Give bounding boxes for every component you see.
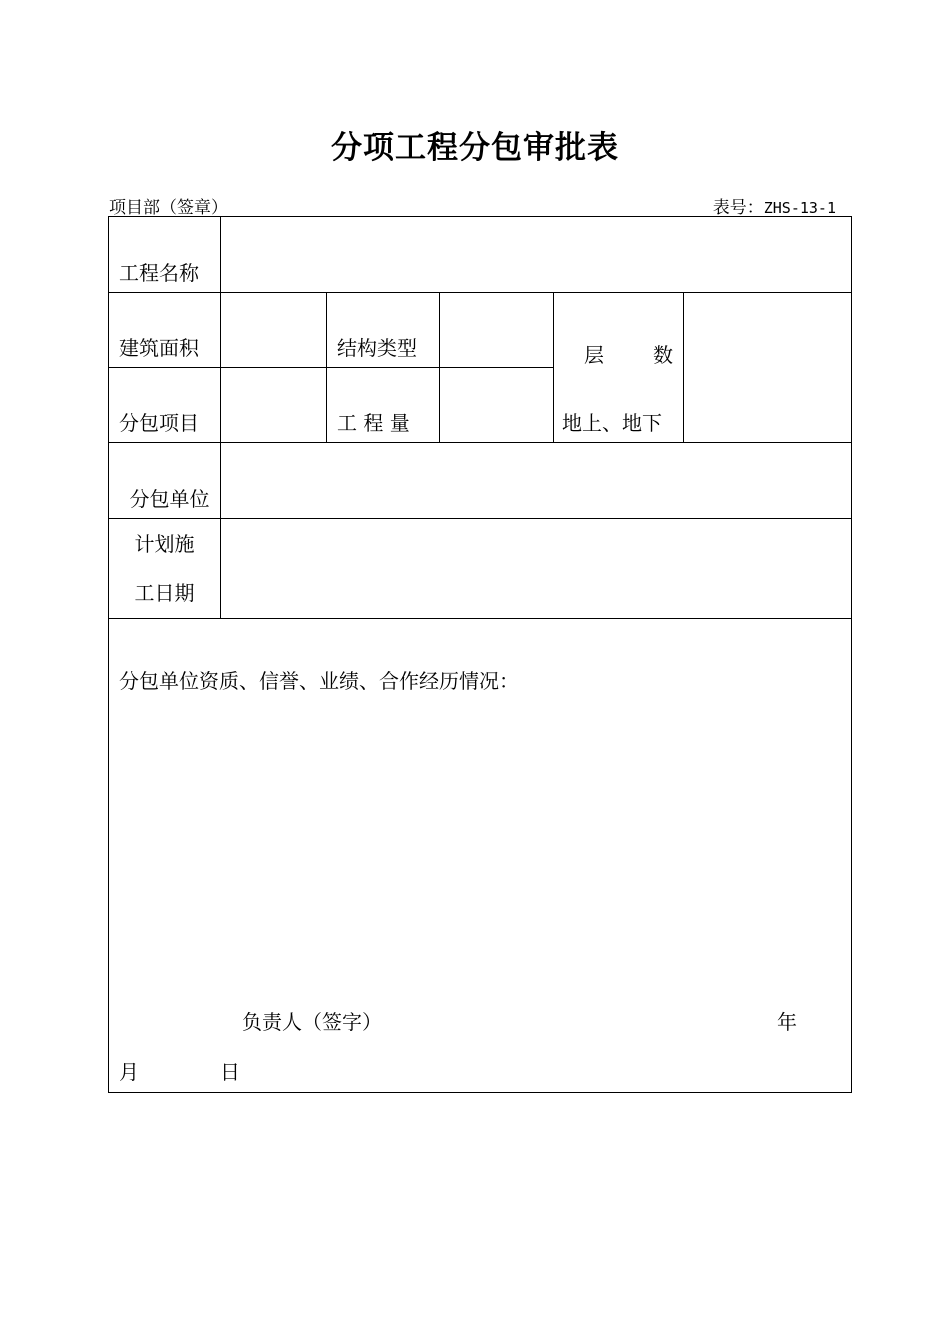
project-name-label: 工程名称 [109, 217, 221, 293]
quantity-field[interactable] [440, 368, 554, 443]
approval-form-table [108, 216, 852, 1093]
page-title: 分项工程分包审批表 [331, 130, 619, 166]
planned-date-label-line2: 工日期 [134, 580, 195, 605]
building-area-label: 建筑面积 [109, 293, 221, 368]
subcontract-item-label: 分包项目 [109, 368, 221, 443]
planned-date-label [109, 519, 221, 619]
planned-date-label-line1: 计划施 [134, 531, 195, 556]
signer-label: 负责人（签字） [242, 1010, 382, 1034]
structure-type-field[interactable] [440, 293, 554, 368]
building-area-field[interactable] [221, 293, 327, 368]
floors-label-cell [554, 293, 684, 443]
project-name-field[interactable] [221, 217, 852, 293]
form-number-value: ZHS-13-1 [763, 199, 836, 217]
floors-label-b: 数 [653, 343, 673, 367]
qualification-label: 分包单位资质、信誉、业绩、合作经历情况： [119, 669, 519, 693]
form-number [713, 193, 836, 218]
subcontractor-field[interactable] [221, 443, 852, 519]
structure-type-label: 结构类型 [327, 293, 440, 368]
floors-field[interactable] [684, 293, 852, 443]
form-number-label: 表号： [712, 198, 764, 218]
month-label: 月 [119, 1060, 139, 1084]
quantity-label: 工 程 量 [327, 368, 440, 443]
planned-date-field[interactable] [221, 519, 852, 619]
project-dept-stamp-label: 项目部（签章） [109, 198, 228, 218]
qualification-section[interactable] [109, 619, 852, 1093]
subcontractor-label: 分包单位 [109, 443, 221, 519]
floors-label-a: 层 [584, 343, 604, 367]
year-label: 年 [777, 1010, 797, 1034]
above-below-ground-label: 地上、地下 [562, 411, 662, 435]
subcontract-item-field[interactable] [221, 368, 327, 443]
day-label: 日 [220, 1060, 240, 1084]
